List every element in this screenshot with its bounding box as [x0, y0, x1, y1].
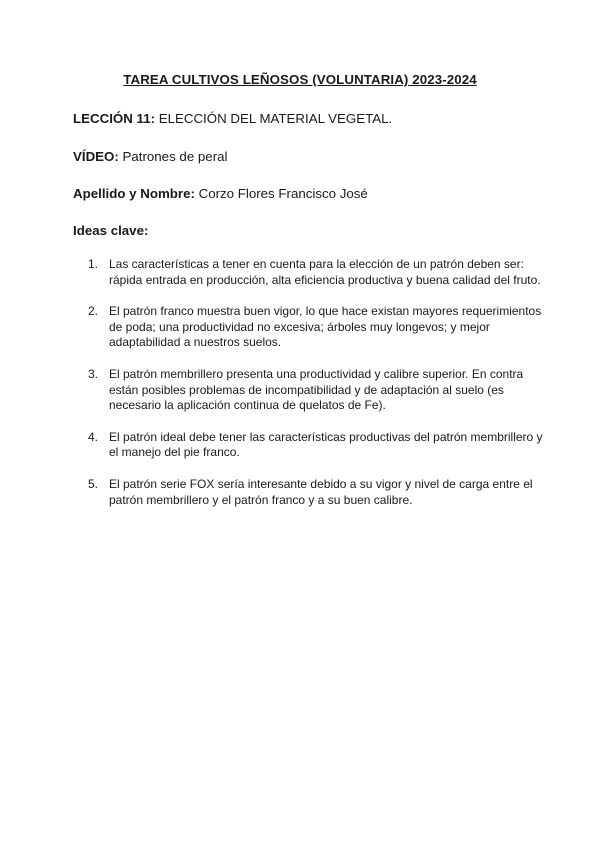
list-text: El patrón ideal debe tener las características productivas del patrón membrillero y el manejo del pie franco. [109, 429, 543, 460]
list-text: El patrón franco muestra buen vigor, lo que hace existan mayores requerimientos de poda; una productividad no excesiva; árboles muy longevos; y mejor adaptabilidad a nuestros suelos. [109, 304, 542, 350]
list-item [88, 304, 548, 351]
list-number: 3. [88, 366, 99, 381]
list-item [88, 257, 548, 288]
list-item [88, 367, 548, 414]
list-text: Las características a tener en cuenta para la elección de un patrón deben ser: rápida entrada en producción, alta eficiencia productiva y buena calidad del fruto. [109, 257, 541, 287]
lesson-label: LECCIÓN 11: [73, 111, 156, 126]
name-field [73, 186, 368, 201]
ideas-heading: Ideas clave: [73, 223, 149, 238]
list-number: 5. [88, 476, 99, 491]
list-number: 2. [88, 304, 99, 319]
list-number: 4. [88, 429, 99, 444]
video-value: Patrones de peral [118, 149, 228, 164]
lesson-value: ELECCIÓN DEL MATERIAL VEGETAL. [155, 111, 393, 126]
ideas-list [88, 257, 548, 524]
name-value: Corzo Flores Francisco José [194, 186, 368, 201]
lesson-field [73, 111, 392, 126]
name-label: Apellido y Nombre: [73, 186, 195, 201]
list-item [88, 477, 548, 508]
list-item [88, 430, 548, 461]
video-field [73, 149, 227, 164]
list-text: El patrón membrillero presenta una productividad y calibre superior. En contra están posibles problemas de incompatibilidad y de adaptación al suelo (es necesario la aplicación continua de quelatos de Fe). [109, 366, 524, 413]
document-title: TAREA CULTIVOS LEÑOSOS (VOLUNTARIA) 2023-2024 [123, 72, 477, 87]
list-number: 1. [88, 257, 99, 271]
list-text: El patrón serie FOX sería interesante debido a su vigor y nivel de carga entre el patrón membrillero y el patrón franco y a su buen calibre. [109, 476, 533, 507]
video-label: VÍDEO: [73, 149, 119, 164]
